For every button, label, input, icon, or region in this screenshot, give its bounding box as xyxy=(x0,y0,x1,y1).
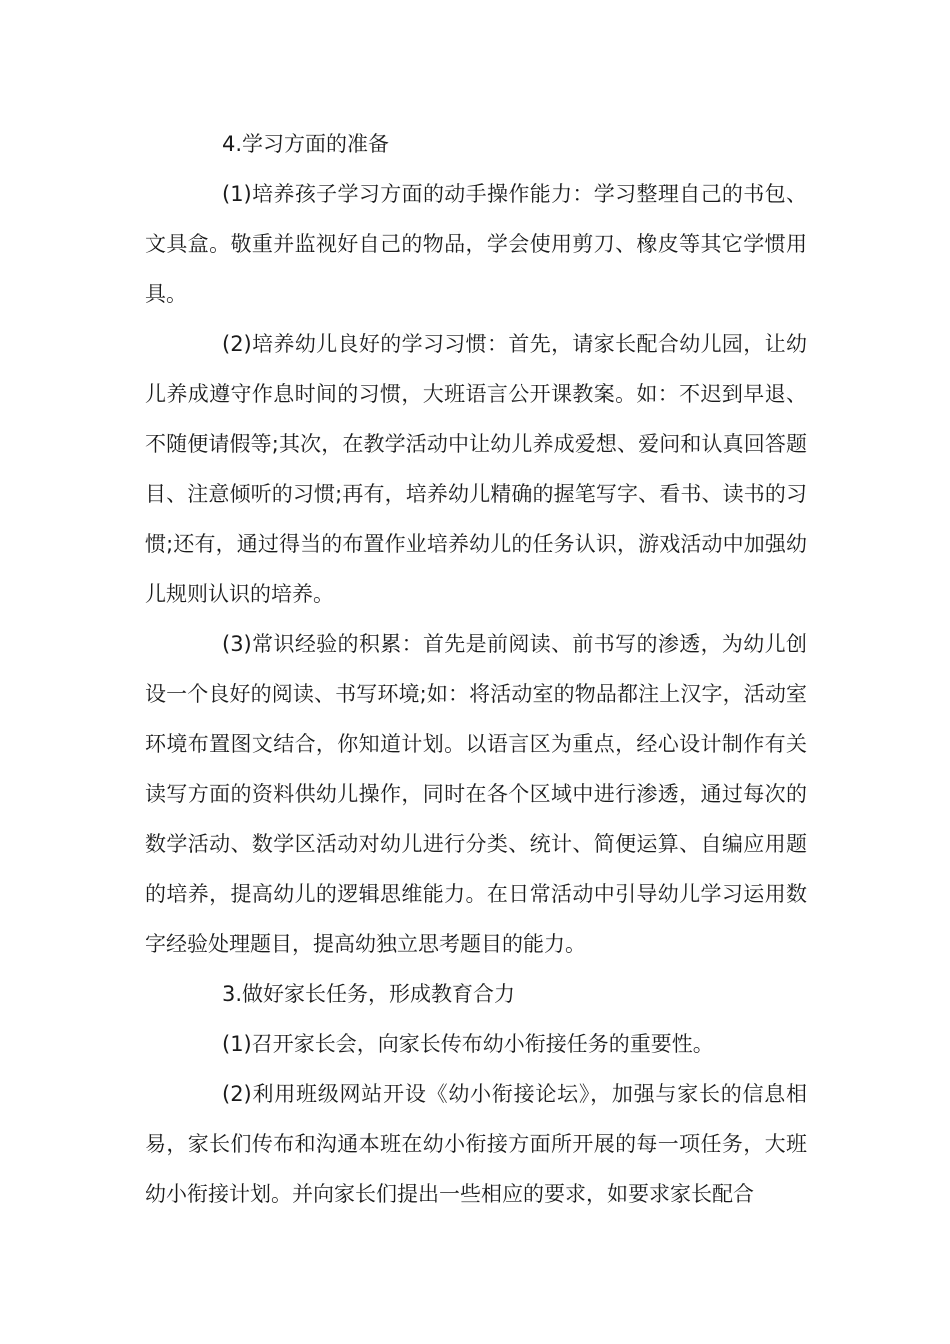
paragraph-parent-meeting: (1)召开家长会，向家长传布幼小衔接任务的重要性。 xyxy=(222,1032,714,1056)
section-heading-parent-work: 3.做好家长任务，形成教育合力 xyxy=(222,982,516,1006)
paragraph-class-website-forum: (2)利用班级网站开设《幼小衔接论坛》，加强与家长的信息相易，家长们传布和沟通本班在幼小衔接方面所开展的每一项任务，大班幼小衔接计划。并向家长们提出一些相应的要求，如要求家长配合 xyxy=(145,1082,807,1206)
paragraph-knowledge-accumulation: (3)常识经验的积累：首先是前阅读、前书写的渗透，为幼儿创设一个良好的阅读、书写环境;如：将活动室的物品都注上汉字，活动室环境布置图文结合，你知道计划。以语言区为重点，经心设计制作有关读写方面的资料供幼儿操作，同时在各个区域中进行渗透，通过每次的数学活动、数学区活动对幼儿进行分类、统计、简便运算、自编应用题的培养，提高幼儿的逻辑思维能力。在日常活动中引导幼儿学习运用数字经验处理题目，提高幼独立思考题目的能力。 xyxy=(145,632,807,956)
section-heading-learning-preparation: 4.学习方面的准备 xyxy=(222,132,390,156)
document-body xyxy=(145,119,807,1219)
paragraph-hands-on-ability: (1)培养孩子学习方面的动手操作能力：学习整理自己的书包、文具盒。敬重并监视好自己的物品，学会使用剪刀、橡皮等其它学惯用具。 xyxy=(145,182,807,306)
paragraph-study-habits: (2)培养幼儿良好的学习习惯：首先，请家长配合幼儿园，让幼儿养成遵守作息时间的习惯，大班语言公开课教案。如：不迟到早退、不随便请假等;其次，在教学活动中让幼儿养成爱想、爱问和认真回答题目、注意倾听的习惯;再有，培养幼儿精确的握笔写字、看书、读书的习惯;还有，通过得当的布置作业培养幼儿的任务认识，游戏活动中加强幼儿规则认识的培养。 xyxy=(145,332,807,606)
